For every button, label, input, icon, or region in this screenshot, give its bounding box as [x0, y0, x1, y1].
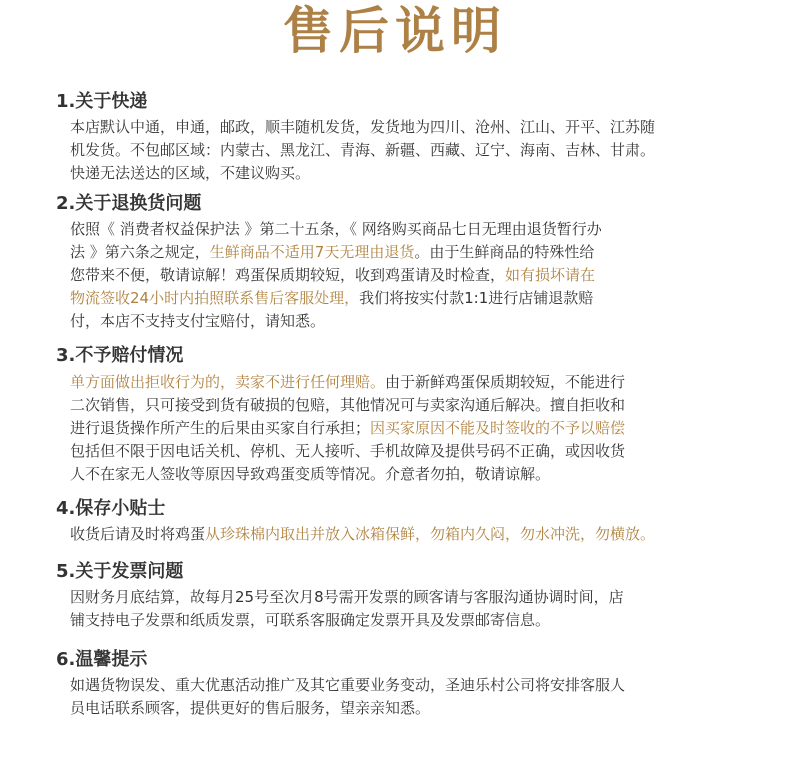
body-line	[70, 417, 734, 440]
body-text: 本店默认中通，申通，邮政，顺丰随机发货，发货地为四川、沧州、江山、开平、江苏随	[70, 118, 656, 136]
body-text: 我们将按实付款1:1进行店铺退款赔	[359, 289, 594, 307]
body-line	[70, 440, 734, 463]
body-text: 依照《 消费者权益保护法 》第二十五条，《 网络购买商品七日无理由退货暂行办	[70, 220, 602, 238]
body-line	[70, 241, 734, 264]
highlighted-text: 如有损坏请在	[505, 266, 596, 284]
body-text: 您带来不便，敬请谅解！鸡蛋保质期较短，收到鸡蛋请及时检查，	[70, 266, 506, 284]
body-line	[70, 394, 734, 417]
body-line	[70, 287, 734, 310]
section-heading: 5.关于发票问题	[56, 561, 184, 582]
body-line	[70, 371, 734, 394]
body-line	[70, 139, 734, 162]
highlighted-text: 单方面做出拒收行为的，卖家不进行任何理赔。	[70, 373, 386, 391]
section-body	[70, 523, 734, 546]
body-text: 二次销售，只可接受到货有破损的包赔，其他情况可与卖家沟通后解决。擅自拒收和	[70, 396, 626, 414]
body-text: 人不在家无人签收等原因导致鸡蛋变质等情况。介意者勿拍，敬请谅解。	[70, 465, 551, 483]
section-heading: 1.关于快递	[56, 91, 148, 112]
body-text: 进行退货操作所产生的后果由买家自行承担；	[70, 419, 371, 437]
body-text: 如遇货物误发、重大优惠活动推广及其它重要业务变动，圣迪乐村公司将安排客服人	[70, 676, 626, 694]
body-line	[70, 310, 734, 333]
highlighted-text: 生鲜商品不适用7天无理由退货	[209, 243, 415, 261]
body-text: 。由于生鲜商品的特殊性给	[414, 243, 595, 261]
body-text: 机发货。不包邮区域：内蒙古、黑龙江、青海、新疆、西藏、辽宁、海南、吉林、甘肃。	[70, 141, 656, 159]
page-title: 售后说明	[283, 2, 507, 60]
body-line	[70, 116, 734, 139]
body-line	[70, 586, 734, 609]
body-text: 包括但不限于因电话关机、停机、无人接听、手机故障及提供号码不正确，或因收货	[70, 442, 626, 460]
body-text: 因财务月底结算，故每月25号至次月8号需开发票的顾客请与客服沟通协调时间，店	[70, 588, 624, 606]
section-heading: 2.关于退换货问题	[56, 193, 202, 214]
body-text: 法 》第六条之规定，	[70, 243, 210, 261]
section-heading: 3.不予赔付情况	[56, 345, 184, 366]
highlighted-text: 因买家原因不能及时签收的不予以赔偿	[370, 419, 626, 437]
section-heading: 4.保存小贴士	[56, 498, 166, 519]
section-body	[70, 674, 734, 720]
body-line	[70, 264, 734, 287]
body-text: 由于新鲜鸡蛋保质期较短，不能进行	[385, 373, 626, 391]
body-text: 收货后请及时将鸡蛋	[70, 525, 206, 543]
body-line	[70, 162, 734, 185]
highlighted-text: 物流签收24小时内拍照联系售后客服处理，	[70, 289, 360, 307]
highlighted-text: 从珍珠棉内取出并放入冰箱保鲜，勿箱内久闷，勿水冲洗，勿横放。	[205, 525, 656, 543]
body-line	[70, 523, 734, 546]
section-body	[70, 371, 734, 486]
body-text: 员电话联系顾客，提供更好的售后服务，望亲亲知悉。	[70, 699, 431, 717]
section-heading: 6.温馨提示	[56, 649, 148, 670]
body-line	[70, 674, 734, 697]
body-line	[70, 609, 734, 632]
body-line	[70, 697, 734, 720]
body-line	[70, 463, 734, 486]
body-text: 铺支持电子发票和纸质发票，可联系客服确定发票开具及发票邮寄信息。	[70, 611, 551, 629]
body-line	[70, 218, 734, 241]
section-body	[70, 116, 734, 185]
section-body	[70, 218, 734, 333]
section-body	[70, 586, 734, 632]
body-text: 快递无法送达的区域，不建议购买。	[70, 164, 311, 182]
body-text: 付，本店不支持支付宝赔付，请知悉。	[70, 312, 326, 330]
